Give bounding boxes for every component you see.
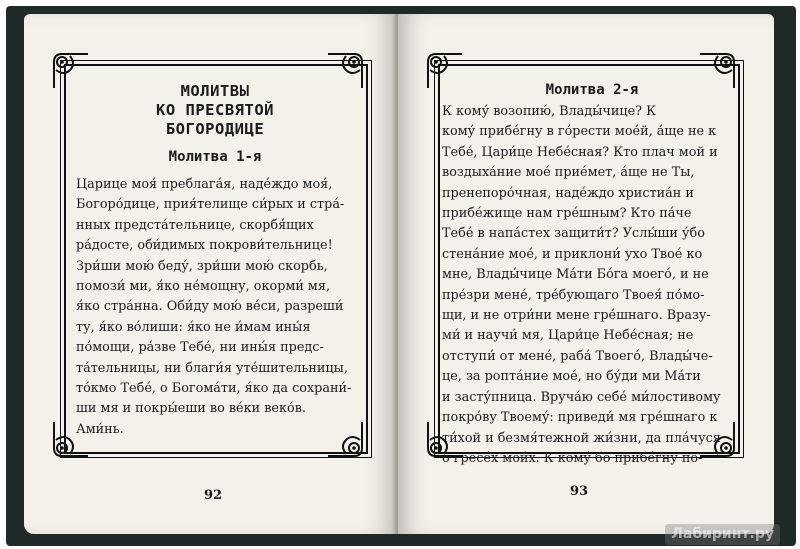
text-line: ти́хой и безмя́тежной жи́зни, да пла́чуся bbox=[442, 430, 721, 446]
text-line: то́кмо Тебе́, о Богома́ти, я́ко да сохрани́- bbox=[76, 381, 352, 397]
text-line: ши мя и покры́еши во ве́ки веко́в. bbox=[76, 401, 306, 417]
text-line: Царице моя́ преблага́я, наде́ждо моя́, bbox=[76, 177, 333, 192]
text-line: щи, и не отри́ни мене гре́шнаго. Вразу- bbox=[442, 308, 711, 324]
text-line: прибе́жище нам гре́шным? Кто па́че bbox=[442, 206, 692, 222]
prayer-text bbox=[442, 102, 742, 469]
text-line: Тебе́ в напа́стех защити́т? Услы́ши у́бо bbox=[442, 226, 705, 242]
watermark-logo: Лабиринт.ру bbox=[665, 524, 780, 545]
text-line: пренепоро́чная, наде́ждо христиа́н и bbox=[442, 185, 694, 201]
text-line: це, за ропта́ние мое́, но бу́ди ми Ма́ти bbox=[442, 369, 701, 385]
text-line: кому́ прибе́гну в го́рести мое́й, а́ще не к bbox=[442, 124, 717, 140]
text-line: пре́зри мене́, тре́бующаго Твоея́ по́мо- bbox=[442, 287, 705, 303]
prayer-heading: Молитва 1-я bbox=[168, 149, 262, 165]
title-line: БОГОРОДИЦЕ bbox=[165, 120, 265, 138]
right-page bbox=[398, 14, 774, 534]
text-line: Тебе́, Цари́це Небе́сная? Кто плач мой и bbox=[442, 144, 718, 160]
right-page-content bbox=[442, 82, 742, 469]
text-line: я́ко стра́нна. Оби́ду мою́ ве́си, разреши́ bbox=[76, 299, 344, 315]
text-line: и засту́пница. Вруча́ю себе́ ми́лостивому bbox=[442, 389, 721, 405]
text-line: Зри́ши мою́ беду́, зри́ши мою́ скорбь, bbox=[76, 258, 328, 274]
left-page-content bbox=[76, 76, 354, 440]
text-line: ми́ и научи́ мя, Цари́це Небе́сная; не bbox=[442, 328, 694, 344]
text-line: покро́ву Твоему́: приведи́ мя гре́шнаго к bbox=[442, 410, 718, 426]
title-line: МОЛИТВЫ bbox=[180, 82, 250, 100]
prayer-text bbox=[76, 175, 354, 440]
prayer-heading: Молитва 2-я bbox=[545, 82, 639, 98]
text-line: по́мощи, ра́зве Тебе́, ни ины́я предс- bbox=[76, 340, 324, 356]
text-line: воздыха́ние мое́ приéмет, а́ще не Ты, bbox=[442, 165, 695, 181]
text-line: нных предста́тельнице, скорбя́щих bbox=[76, 217, 314, 233]
text-line: К кому́ возопию́, Влады́чице? К bbox=[442, 104, 657, 119]
page-number: 92 bbox=[204, 488, 223, 503]
text-line: ту, я́ко во́лиши: я́ко не и́мам ины́я bbox=[76, 319, 311, 335]
text-line: Богоро́дице, прия́телище си́рых и стра́- bbox=[76, 197, 345, 213]
title-line: КО ПРЕСВЯТОЙ bbox=[156, 101, 274, 119]
left-page bbox=[24, 14, 396, 534]
page-number: 93 bbox=[570, 484, 589, 499]
text-line: о гресе́х мои́х. К кому́ бо прибе́гну по- bbox=[442, 450, 703, 466]
text-line: отступи́ от мене́, раба́ Твоего́, Влады́че- bbox=[442, 348, 713, 364]
text-line: мне, Влады́чице Ма́ти Бо́га моего́, и не bbox=[442, 267, 709, 283]
text-line: Ами́нь. bbox=[76, 421, 124, 437]
text-line: та́тельницы, ни благи́я уте́шительницы, bbox=[76, 360, 348, 376]
text-line: помози́ ми, я́ко не́мощну, окорми́ мя, bbox=[76, 279, 331, 295]
text-line: ра́досте, оби́димых покрови́тельнице! bbox=[76, 238, 333, 254]
chapter-title bbox=[76, 82, 354, 139]
text-line: стена́ние мое́, и приклони́ ухо Твое́ ко bbox=[442, 246, 703, 262]
